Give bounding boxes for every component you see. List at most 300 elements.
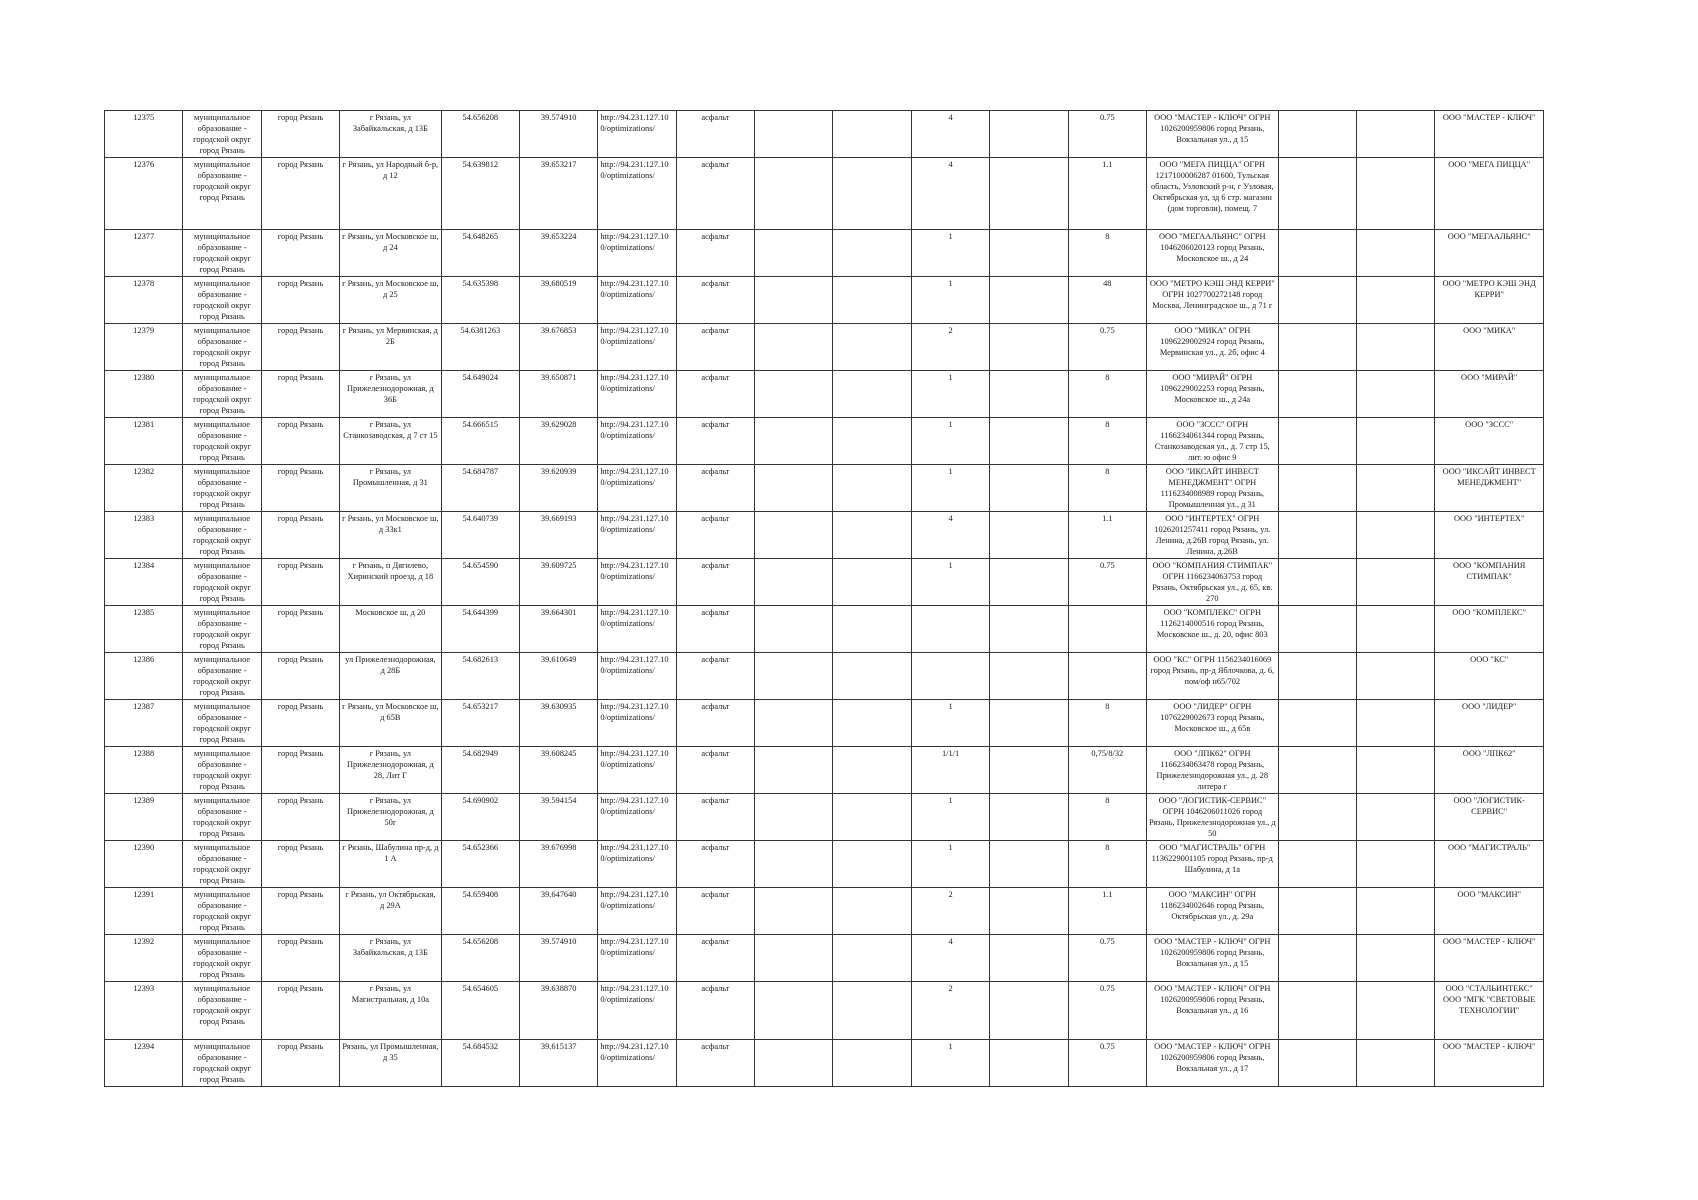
address-cell: г Рязань, ул Забайкальская, д 13Б bbox=[340, 111, 441, 158]
address-cell: г Рязань, ул Московское ш, д 24 bbox=[340, 230, 441, 277]
empty-cell bbox=[833, 700, 911, 747]
longitude-cell: 39.638870 bbox=[519, 982, 597, 1040]
city-cell: город Рязань bbox=[261, 747, 339, 794]
link-cell: http://94.231.127.10 0/optimizations/ bbox=[598, 841, 676, 888]
address-cell: г Рязань, ул Магистральная, д 10а bbox=[340, 982, 441, 1040]
waste-source-cell: ООО "ЗССС" bbox=[1435, 418, 1544, 465]
link-cell: http://94.231.127.10 0/optimizations/ bbox=[598, 230, 676, 277]
city-cell: город Рязань bbox=[261, 324, 339, 371]
waste-source-cell: ООО "МИКА" bbox=[1435, 324, 1544, 371]
empty-cell bbox=[833, 230, 911, 277]
empty-cell bbox=[990, 888, 1068, 935]
link-cell: http://94.231.127.10 0/optimizations/ bbox=[598, 324, 676, 371]
empty-cell bbox=[1278, 841, 1356, 888]
empty-cell bbox=[990, 1040, 1068, 1087]
empty-cell bbox=[755, 230, 833, 277]
row-number-cell: 12385 bbox=[105, 606, 183, 653]
empty-cell bbox=[1356, 982, 1434, 1040]
empty-cell bbox=[833, 606, 911, 653]
empty-cell bbox=[990, 418, 1068, 465]
longitude-cell: 39.574910 bbox=[519, 111, 597, 158]
container-volume-cell: 8 bbox=[1068, 230, 1146, 277]
empty-cell bbox=[1356, 111, 1434, 158]
empty-cell bbox=[1278, 794, 1356, 841]
municipality-cell: муниципальное образование - городской округ город Рязань bbox=[183, 465, 261, 512]
latitude-cell: 54.656208 bbox=[441, 111, 519, 158]
row-number-cell: 12388 bbox=[105, 747, 183, 794]
empty-cell bbox=[755, 841, 833, 888]
empty-cell bbox=[1278, 371, 1356, 418]
empty-cell bbox=[1278, 700, 1356, 747]
empty-cell bbox=[1356, 794, 1434, 841]
empty-cell bbox=[755, 277, 833, 324]
container-count-cell: 2 bbox=[911, 888, 989, 935]
empty-cell bbox=[990, 700, 1068, 747]
city-cell: город Рязань bbox=[261, 794, 339, 841]
empty-cell bbox=[755, 111, 833, 158]
row-number-cell: 12393 bbox=[105, 982, 183, 1040]
owner-cell: ООО "МИРАЙ" ОГРН 1096229002253 город Рязань, Московское ш., д 24а bbox=[1146, 371, 1278, 418]
latitude-cell: 54.682949 bbox=[441, 747, 519, 794]
owner-cell: ООО "КС" ОГРН 1156234016069 город Рязань, пр-д Яблочкова, д. 6, пом/оф н65/702 bbox=[1146, 653, 1278, 700]
container-count-cell: 1 bbox=[911, 700, 989, 747]
owner-cell: ООО "КОМПАНИЯ СТИМПАК" ОГРН 1166234063753 город Рязань, Октябрьская ул., д. 65, кв. 270 bbox=[1146, 559, 1278, 606]
surface-cell: асфальт bbox=[676, 559, 754, 606]
latitude-cell: 54.659408 bbox=[441, 888, 519, 935]
row-number-cell: 12390 bbox=[105, 841, 183, 888]
municipality-cell: муниципальное образование - городской округ город Рязань bbox=[183, 841, 261, 888]
surface-cell: асфальт bbox=[676, 512, 754, 559]
empty-cell bbox=[755, 700, 833, 747]
address-cell: г Рязань, ул Московское ш, д 65В bbox=[340, 700, 441, 747]
container-count-cell: 4 bbox=[911, 512, 989, 559]
waste-source-cell: ООО "МАКСИН" bbox=[1435, 888, 1544, 935]
empty-cell bbox=[1278, 324, 1356, 371]
container-count-cell: 1 bbox=[911, 277, 989, 324]
address-cell: г Рязань, ул Прижелезнодорожная, д 36Б bbox=[340, 371, 441, 418]
latitude-cell: 54.648265 bbox=[441, 230, 519, 277]
container-volume-cell: 0.75 bbox=[1068, 935, 1146, 982]
table-row bbox=[105, 700, 1544, 747]
link-cell: http://94.231.127.10 0/optimizations/ bbox=[598, 418, 676, 465]
table-row bbox=[105, 158, 1544, 230]
owner-cell: ООО "ИНТЕРТЕХ" ОГРН 1026201257411 город Рязань, ул. Ленина, д.26В город Рязань, ул. Ленина, д.26В bbox=[1146, 512, 1278, 559]
city-cell: город Рязань bbox=[261, 158, 339, 230]
longitude-cell: 39.574910 bbox=[519, 935, 597, 982]
empty-cell bbox=[755, 606, 833, 653]
address-cell: г Рязань, ул Московское ш, д 25 bbox=[340, 277, 441, 324]
owner-cell: ООО "МАСТЕР - КЛЮЧ" ОГРН 1026200959806 город Рязань, Вокзальная ул., д 15 bbox=[1146, 935, 1278, 982]
municipality-cell: муниципальное образование - городской округ город Рязань bbox=[183, 371, 261, 418]
empty-cell bbox=[755, 371, 833, 418]
owner-cell: ООО "МЕГААЛЬЯНС" ОГРН 1046206020123 город Рязань, Московское ш., д 24 bbox=[1146, 230, 1278, 277]
row-number-cell: 12394 bbox=[105, 1040, 183, 1087]
link-cell: http://94.231.127.10 0/optimizations/ bbox=[598, 982, 676, 1040]
link-cell: http://94.231.127.10 0/optimizations/ bbox=[598, 371, 676, 418]
latitude-cell: 54.6381263 bbox=[441, 324, 519, 371]
municipality-cell: муниципальное образование - городской округ город Рязань bbox=[183, 888, 261, 935]
empty-cell bbox=[1356, 606, 1434, 653]
longitude-cell: 39.676853 bbox=[519, 324, 597, 371]
link-cell: http://94.231.127.10 0/optimizations/ bbox=[598, 559, 676, 606]
table-row bbox=[105, 841, 1544, 888]
longitude-cell: 39.630935 bbox=[519, 700, 597, 747]
link-cell: http://94.231.127.10 0/optimizations/ bbox=[598, 512, 676, 559]
row-number-cell: 12378 bbox=[105, 277, 183, 324]
empty-cell bbox=[1356, 700, 1434, 747]
empty-cell bbox=[990, 371, 1068, 418]
table-row bbox=[105, 935, 1544, 982]
empty-cell bbox=[990, 158, 1068, 230]
empty-cell bbox=[1278, 230, 1356, 277]
container-volume-cell: 0.75 bbox=[1068, 111, 1146, 158]
city-cell: город Рязань bbox=[261, 371, 339, 418]
row-number-cell: 12382 bbox=[105, 465, 183, 512]
empty-cell bbox=[833, 465, 911, 512]
empty-cell bbox=[833, 277, 911, 324]
empty-cell bbox=[1278, 111, 1356, 158]
address-cell: Рязань, ул Промышленная, д 35 bbox=[340, 1040, 441, 1087]
waste-source-cell: ООО "КОМПЛЕКС" bbox=[1435, 606, 1544, 653]
container-count-cell: 4 bbox=[911, 935, 989, 982]
empty-cell bbox=[1356, 465, 1434, 512]
table-row bbox=[105, 559, 1544, 606]
empty-cell bbox=[755, 158, 833, 230]
owner-cell: ООО "ЛОГИСТИК-СЕРВИС" ОГРН 1046206011026 город Рязань, Прижелезнодорожная ул., д 50 bbox=[1146, 794, 1278, 841]
empty-cell bbox=[1356, 418, 1434, 465]
container-volume-cell: 8 bbox=[1068, 371, 1146, 418]
city-cell: город Рязань bbox=[261, 230, 339, 277]
empty-cell bbox=[833, 371, 911, 418]
container-count-cell: 1 bbox=[911, 841, 989, 888]
municipality-cell: муниципальное образование - городской округ город Рязань bbox=[183, 700, 261, 747]
empty-cell bbox=[1278, 982, 1356, 1040]
empty-cell bbox=[1278, 277, 1356, 324]
container-volume-cell: 1.1 bbox=[1068, 888, 1146, 935]
latitude-cell: 54.639812 bbox=[441, 158, 519, 230]
empty-cell bbox=[1356, 841, 1434, 888]
empty-cell bbox=[755, 982, 833, 1040]
address-cell: г Рязань, ул Народный б-р, д 12 bbox=[340, 158, 441, 230]
container-volume-cell: 8 bbox=[1068, 465, 1146, 512]
surface-cell: асфальт bbox=[676, 158, 754, 230]
link-cell: http://94.231.127.10 0/optimizations/ bbox=[598, 935, 676, 982]
container-count-cell: 4 bbox=[911, 158, 989, 230]
city-cell: город Рязань bbox=[261, 841, 339, 888]
owner-cell: ООО "МАСТЕР - КЛЮЧ" ОГРН 1026200959806 город Рязань, Вокзальная ул., д 16 bbox=[1146, 982, 1278, 1040]
table-body bbox=[105, 111, 1544, 1087]
surface-cell: асфальт bbox=[676, 794, 754, 841]
address-cell: г Рязань, ул Мервинская, д 2Б bbox=[340, 324, 441, 371]
latitude-cell: 54.649024 bbox=[441, 371, 519, 418]
empty-cell bbox=[990, 794, 1068, 841]
empty-cell bbox=[990, 277, 1068, 324]
latitude-cell: 54.644399 bbox=[441, 606, 519, 653]
empty-cell bbox=[990, 935, 1068, 982]
empty-cell bbox=[990, 465, 1068, 512]
empty-cell bbox=[1278, 512, 1356, 559]
address-cell: г Рязань, ул Московское ш, д 33к1 bbox=[340, 512, 441, 559]
link-cell: http://94.231.127.10 0/optimizations/ bbox=[598, 277, 676, 324]
empty-cell bbox=[1278, 606, 1356, 653]
link-cell: http://94.231.127.10 0/optimizations/ bbox=[598, 653, 676, 700]
surface-cell: асфальт bbox=[676, 982, 754, 1040]
owner-cell: ООО "ЗССС" ОГРН 1166234061344 город Рязань, Станкозаводская ул., д. 7 стр 15, лит. ю офис 9 bbox=[1146, 418, 1278, 465]
surface-cell: асфальт bbox=[676, 111, 754, 158]
municipality-cell: муниципальное образование - городской округ город Рязань bbox=[183, 935, 261, 982]
container-count-cell: 1 bbox=[911, 371, 989, 418]
row-number-cell: 12379 bbox=[105, 324, 183, 371]
municipality-cell: муниципальное образование - городской округ город Рязань bbox=[183, 158, 261, 230]
longitude-cell: 39.615137 bbox=[519, 1040, 597, 1087]
row-number-cell: 12381 bbox=[105, 418, 183, 465]
city-cell: город Рязань bbox=[261, 1040, 339, 1087]
longitude-cell: 39.653217 bbox=[519, 158, 597, 230]
row-number-cell: 12384 bbox=[105, 559, 183, 606]
table-row bbox=[105, 794, 1544, 841]
empty-cell bbox=[1278, 1040, 1356, 1087]
latitude-cell: 54.656208 bbox=[441, 935, 519, 982]
surface-cell: асфальт bbox=[676, 465, 754, 512]
empty-cell bbox=[1278, 888, 1356, 935]
surface-cell: асфальт bbox=[676, 653, 754, 700]
surface-cell: асфальт bbox=[676, 230, 754, 277]
empty-cell bbox=[1278, 747, 1356, 794]
owner-cell: ООО "МИКА" ОГРН 1096229002924 город Рязань, Мервинская ул., д. 2б, офис 4 bbox=[1146, 324, 1278, 371]
address-cell: г Рязань, п Дягилево, Хиринский проезд, д 18 bbox=[340, 559, 441, 606]
surface-cell: асфальт bbox=[676, 324, 754, 371]
waste-source-cell: ООО "КС" bbox=[1435, 653, 1544, 700]
empty-cell bbox=[833, 794, 911, 841]
waste-source-cell: ООО "ИКСАЙТ ИНВЕСТ МЕНЕДЖМЕНТ" bbox=[1435, 465, 1544, 512]
row-number-cell: 12376 bbox=[105, 158, 183, 230]
link-cell: http://94.231.127.10 0/optimizations/ bbox=[598, 747, 676, 794]
table-row bbox=[105, 747, 1544, 794]
container-volume-cell: 0.75 bbox=[1068, 982, 1146, 1040]
city-cell: город Рязань bbox=[261, 935, 339, 982]
surface-cell: асфальт bbox=[676, 606, 754, 653]
surface-cell: асфальт bbox=[676, 935, 754, 982]
empty-cell bbox=[755, 1040, 833, 1087]
waste-source-cell: ООО "МАСТЕР - КЛЮЧ" bbox=[1435, 1040, 1544, 1087]
surface-cell: асфальт bbox=[676, 371, 754, 418]
address-cell: г Рязань, ул Прижелезнодорожная, д 28, Лит Г bbox=[340, 747, 441, 794]
city-cell: город Рязань bbox=[261, 418, 339, 465]
latitude-cell: 54.653217 bbox=[441, 700, 519, 747]
empty-cell bbox=[755, 935, 833, 982]
owner-cell: ООО "МАСТЕР - КЛЮЧ" ОГРН 1026200959806 город Рязань, Вокзальная ул., д 17 bbox=[1146, 1040, 1278, 1087]
empty-cell bbox=[1356, 888, 1434, 935]
table-row bbox=[105, 230, 1544, 277]
address-cell: г Рязань, ул Станкозаводская, д 7 ст 15 bbox=[340, 418, 441, 465]
surface-cell: асфальт bbox=[676, 1040, 754, 1087]
row-number-cell: 12380 bbox=[105, 371, 183, 418]
table-row bbox=[105, 277, 1544, 324]
address-cell: Московское ш, д 20 bbox=[340, 606, 441, 653]
longitude-cell: 39.650871 bbox=[519, 371, 597, 418]
container-count-cell: 2 bbox=[911, 982, 989, 1040]
container-count-cell: 1 bbox=[911, 465, 989, 512]
empty-cell bbox=[1278, 559, 1356, 606]
empty-cell bbox=[990, 982, 1068, 1040]
container-volume-cell: 48 bbox=[1068, 277, 1146, 324]
row-number-cell: 12383 bbox=[105, 512, 183, 559]
empty-cell bbox=[1356, 1040, 1434, 1087]
container-count-cell: 1/1/1 bbox=[911, 747, 989, 794]
waste-source-cell: ООО "МАСТЕР - КЛЮЧ" bbox=[1435, 935, 1544, 982]
empty-cell bbox=[833, 747, 911, 794]
city-cell: город Рязань bbox=[261, 653, 339, 700]
longitude-cell: 39.669193 bbox=[519, 512, 597, 559]
empty-cell bbox=[755, 559, 833, 606]
empty-cell bbox=[755, 418, 833, 465]
owner-cell: ООО "КОМПЛЕКС" ОГРН 1126214000516 город Рязань, Московское ш., д. 20, офис 803 bbox=[1146, 606, 1278, 653]
empty-cell bbox=[1356, 277, 1434, 324]
municipality-cell: муниципальное образование - городской округ город Рязань bbox=[183, 606, 261, 653]
row-number-cell: 12387 bbox=[105, 700, 183, 747]
city-cell: город Рязань bbox=[261, 465, 339, 512]
empty-cell bbox=[833, 111, 911, 158]
link-cell: http://94.231.127.10 0/optimizations/ bbox=[598, 465, 676, 512]
empty-cell bbox=[990, 324, 1068, 371]
empty-cell bbox=[990, 559, 1068, 606]
empty-cell bbox=[1278, 465, 1356, 512]
latitude-cell: 54.654590 bbox=[441, 559, 519, 606]
empty-cell bbox=[833, 653, 911, 700]
longitude-cell: 39.647640 bbox=[519, 888, 597, 935]
municipality-cell: муниципальное образование - городской округ город Рязань bbox=[183, 559, 261, 606]
container-count-cell: 4 bbox=[911, 111, 989, 158]
city-cell: город Рязань bbox=[261, 606, 339, 653]
address-cell: г Рязань, ул Октябрьская, д 29А bbox=[340, 888, 441, 935]
container-volume-cell: 8 bbox=[1068, 794, 1146, 841]
empty-cell bbox=[833, 982, 911, 1040]
container-volume-cell: 0,75/8/32 bbox=[1068, 747, 1146, 794]
owner-cell: ООО "МАГИСТРАЛЬ" ОГРН 1136229001105 город Рязань, пр-д Шабулина, д 1а bbox=[1146, 841, 1278, 888]
empty-cell bbox=[1356, 324, 1434, 371]
municipality-cell: муниципальное образование - городской округ город Рязань bbox=[183, 512, 261, 559]
longitude-cell: 39.594154 bbox=[519, 794, 597, 841]
table-row bbox=[105, 653, 1544, 700]
longitude-cell: 39.610649 bbox=[519, 653, 597, 700]
table-row bbox=[105, 371, 1544, 418]
municipality-cell: муниципальное образование - городской округ город Рязань bbox=[183, 418, 261, 465]
waste-source-cell: ООО "СТАЛЬИНТЕКС" ООО "МГК "СВЕТОВЫЕ ТЕХНОЛОГИИ" bbox=[1435, 982, 1544, 1040]
city-cell: город Рязань bbox=[261, 700, 339, 747]
empty-cell bbox=[990, 512, 1068, 559]
container-volume-cell: 8 bbox=[1068, 700, 1146, 747]
container-count-cell: 1 bbox=[911, 418, 989, 465]
owner-cell: ООО "МЕТРО КЭШ ЭНД КЕРРИ" ОГРН 1027700272148 город Москва, Ленинградское ш., д 71 г bbox=[1146, 277, 1278, 324]
latitude-cell: 54.684787 bbox=[441, 465, 519, 512]
table-row bbox=[105, 324, 1544, 371]
row-number-cell: 12386 bbox=[105, 653, 183, 700]
link-cell: http://94.231.127.10 0/optimizations/ bbox=[598, 1040, 676, 1087]
table-row bbox=[105, 982, 1544, 1040]
waste-source-cell: ООО "ИНТЕРТЕХ" bbox=[1435, 512, 1544, 559]
empty-cell bbox=[990, 653, 1068, 700]
city-cell: город Рязань bbox=[261, 111, 339, 158]
owner-cell: ООО "ИКСАЙТ ИНВЕСТ МЕНЕДЖМЕНТ" ОГРН 1116234008989 город Рязань, Промышленная ул., д 31 bbox=[1146, 465, 1278, 512]
empty-cell bbox=[990, 111, 1068, 158]
empty-cell bbox=[755, 512, 833, 559]
longitude-cell: 39.620939 bbox=[519, 465, 597, 512]
longitude-cell: 39.629028 bbox=[519, 418, 597, 465]
longitude-cell: 39.609725 bbox=[519, 559, 597, 606]
row-number-cell: 12392 bbox=[105, 935, 183, 982]
latitude-cell: 54.682613 bbox=[441, 653, 519, 700]
empty-cell bbox=[1278, 653, 1356, 700]
municipality-cell: муниципальное образование - городской округ город Рязань bbox=[183, 230, 261, 277]
latitude-cell: 54.690902 bbox=[441, 794, 519, 841]
address-cell: г Рязань, ул Прижелезнодорожная, д 50г bbox=[340, 794, 441, 841]
longitude-cell: 39.676998 bbox=[519, 841, 597, 888]
container-volume-cell: 1.1 bbox=[1068, 512, 1146, 559]
surface-cell: асфальт bbox=[676, 841, 754, 888]
empty-cell bbox=[833, 888, 911, 935]
municipality-cell: муниципальное образование - городской округ город Рязань bbox=[183, 277, 261, 324]
empty-cell bbox=[1278, 935, 1356, 982]
container-count-cell bbox=[911, 653, 989, 700]
surface-cell: асфальт bbox=[676, 700, 754, 747]
row-number-cell: 12377 bbox=[105, 230, 183, 277]
municipality-cell: муниципальное образование - городской округ город Рязань bbox=[183, 653, 261, 700]
waste-source-cell: ООО "МАГИСТРАЛЬ" bbox=[1435, 841, 1544, 888]
row-number-cell: 12375 bbox=[105, 111, 183, 158]
empty-cell bbox=[1278, 418, 1356, 465]
empty-cell bbox=[755, 324, 833, 371]
empty-cell bbox=[755, 747, 833, 794]
owner-cell: ООО "МЕГА ПИЦЦА" ОГРН 1217100006287 01600, Тульская область, Узловский р-н, г Узловая, Октябрьская ул, зд 6 стр. магазин (дом торговли), помещ. 7 bbox=[1146, 158, 1278, 230]
empty-cell bbox=[1356, 371, 1434, 418]
waste-source-cell: ООО "ЛПК62" bbox=[1435, 747, 1544, 794]
empty-cell bbox=[990, 841, 1068, 888]
empty-cell bbox=[1356, 512, 1434, 559]
empty-cell bbox=[990, 606, 1068, 653]
container-volume-cell: 0.75 bbox=[1068, 324, 1146, 371]
container-volume-cell: 0.75 bbox=[1068, 1040, 1146, 1087]
waste-source-cell: ООО "ЛОГИСТИК-СЕРВИС" bbox=[1435, 794, 1544, 841]
owner-cell: ООО "ЛПК62" ОГРН 1166234063478 город Рязань, Прижелезнодорожная ул., д. 28 литера г bbox=[1146, 747, 1278, 794]
city-cell: город Рязань bbox=[261, 512, 339, 559]
municipality-cell: муниципальное образование - городской округ город Рязань bbox=[183, 111, 261, 158]
city-cell: город Рязань bbox=[261, 982, 339, 1040]
city-cell: город Рязань bbox=[261, 277, 339, 324]
address-cell: г Рязань, ул Промышленная, д 31 bbox=[340, 465, 441, 512]
table-row bbox=[105, 888, 1544, 935]
owner-cell: ООО "МАСТЕР - КЛЮЧ" ОГРН 1026200959806 город Рязань, Вокзальная ул., д 15 bbox=[1146, 111, 1278, 158]
waste-source-cell: ООО "МЕТРО КЭШ ЭНД КЕРРИ" bbox=[1435, 277, 1544, 324]
latitude-cell: 54.684532 bbox=[441, 1040, 519, 1087]
longitude-cell: 39.608245 bbox=[519, 747, 597, 794]
address-cell: г Рязань, Шабулина пр-д, д 1 А bbox=[340, 841, 441, 888]
empty-cell bbox=[755, 465, 833, 512]
empty-cell bbox=[833, 324, 911, 371]
surface-cell: асфальт bbox=[676, 277, 754, 324]
empty-cell bbox=[1356, 559, 1434, 606]
municipality-cell: муниципальное образование - городской округ город Рязань bbox=[183, 324, 261, 371]
empty-cell bbox=[833, 559, 911, 606]
container-count-cell: 1 bbox=[911, 559, 989, 606]
empty-cell bbox=[1356, 653, 1434, 700]
latitude-cell: 54.652366 bbox=[441, 841, 519, 888]
owner-cell: ООО "ЛИДЕР" ОГРН 1076229002673 город Рязань, Московское ш., д 65в bbox=[1146, 700, 1278, 747]
waste-source-cell: ООО "ЛИДЕР" bbox=[1435, 700, 1544, 747]
container-volume-cell bbox=[1068, 606, 1146, 653]
link-cell: http://94.231.127.10 0/optimizations/ bbox=[598, 111, 676, 158]
container-volume-cell: 1.1 bbox=[1068, 158, 1146, 230]
table-row bbox=[105, 418, 1544, 465]
